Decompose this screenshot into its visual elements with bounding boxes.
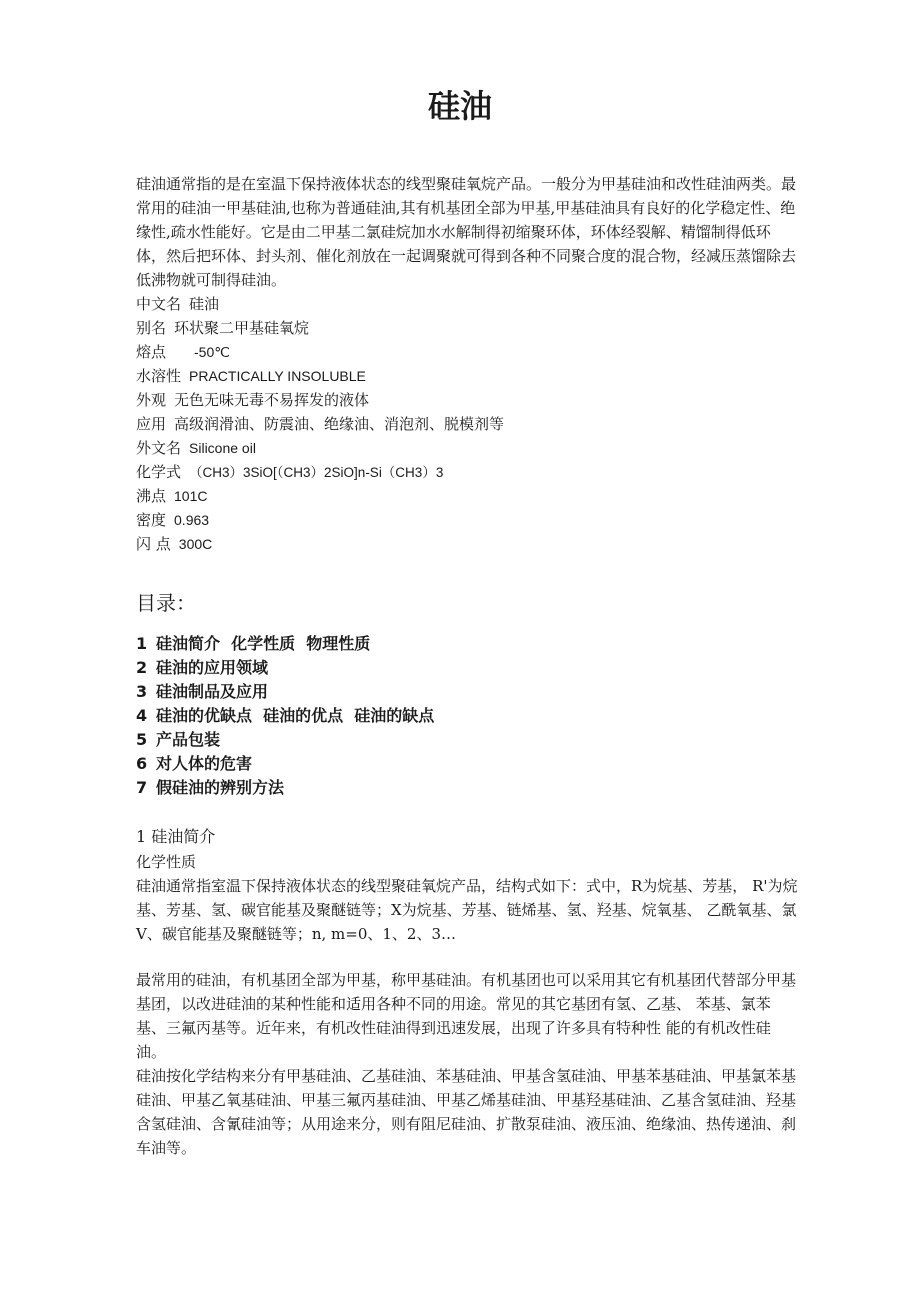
property-value: 环状聚二甲基硅氧烷	[174, 319, 310, 337]
property-row-density	[136, 508, 798, 532]
toc-item[interactable]	[136, 656, 798, 680]
toc-item-text: 硅油简介 化学性质 物理性质	[156, 634, 371, 653]
property-label: 别名	[136, 319, 167, 337]
section-introduction-continued	[136, 968, 798, 1160]
property-label: 化学式	[136, 463, 182, 481]
property-label: 外观	[136, 391, 167, 409]
toc-item-number: 1	[136, 634, 148, 653]
property-row-melting-point	[136, 340, 798, 364]
toc-item[interactable]	[136, 728, 798, 752]
property-value: -50℃	[194, 344, 230, 360]
toc-item-text: 产品包装	[156, 730, 221, 749]
toc-item[interactable]	[136, 680, 798, 704]
toc-item-number: 4	[136, 706, 148, 725]
property-row-application	[136, 412, 798, 436]
toc-item-text: 硅油制品及应用	[156, 682, 269, 701]
property-row-appearance	[136, 388, 798, 412]
property-value: 高级润滑油、防震油、绝缘油、消泡剂、脱模剂等	[174, 415, 505, 433]
property-label: 外文名	[136, 439, 182, 457]
property-value: 硅油	[189, 295, 220, 313]
section-subheading: 化学性质	[136, 853, 197, 871]
property-value: 300C	[178, 536, 213, 552]
property-value: 无色无味无毒不易挥发的液体	[174, 391, 370, 409]
toc-item-text: 对人体的危害	[156, 754, 253, 773]
property-row-flash-point	[136, 532, 798, 556]
property-label: 沸点	[136, 487, 167, 505]
intro-paragraph: 硅油通常指的是在室温下保持液体状态的线型聚硅氧烷产品。一般分为甲基硅油和改性硅油两类。最常用的硅油一甲基硅油,也称为普通硅油,其有机基团全部为甲基,甲基硅油具有良好的化学稳定性、绝缘性,疏水性能好。它是由二甲基二氯硅烷加水水解制得初缩聚环体，环体经裂解、精馏制得低环体，然后把环体、封头剂、催化剂放在一起调聚就可得到各种不同聚合度的混合物，经减压蒸馏除去低沸物就可制得硅油。	[136, 175, 797, 289]
toc-item-number: 3	[136, 682, 148, 701]
toc-item-text: 硅油的优缺点 硅油的优点 硅油的缺点	[156, 706, 435, 725]
toc-item[interactable]	[136, 752, 798, 776]
toc-heading: 目录：	[136, 591, 196, 615]
toc-item-number: 6	[136, 754, 148, 773]
toc-item-number: 2	[136, 658, 148, 677]
chemical-properties-paragraph: 硅油通常指室温下保持液体状态的线型聚硅氧烷产品，结构式如下：式中，R为烷基、芳基， R'为烷基、芳基、氢、碳官能基及聚醚链等；X为烷基、芳基、链烯基、氢、羟基、烷氧基、 乙酰氧基、氯V、碳官能基及聚醚链等；n, m=0、1、2、3…	[136, 877, 798, 943]
classification-paragraph: 硅油按化学结构来分有甲基硅油、乙基硅油、苯基硅油、甲基含氢硅油、甲基苯基硅油、甲基氯苯基硅油、甲基乙氧基硅油、甲基三氟丙基硅油、甲基乙烯基硅油、甲基羟基硅油、乙基含氢硅油、羟基含氢硅油、含氰硅油等；从用途来分，则有阻尼硅油、扩散泵硅油、液压油、绝缘油、热传递油、刹车油等。	[136, 1067, 797, 1157]
property-value: 101C	[174, 488, 208, 504]
property-value: Silicone oil	[189, 440, 256, 456]
methyl-silicone-paragraph: 最常用的硅油，有机基团全部为甲基，称甲基硅油。有机基团也可以采用其它有机基团代替部分甲基基团，以改进硅油的某种性能和适用各种不同的用途。常见的其它基团有氢、乙基、 苯基、氯苯基、三氟丙基等。近年来，有机改性硅油得到迅速发展，出现了许多具有特种性 能的有机改性硅油。	[136, 971, 797, 1061]
property-row-chinese-name	[136, 292, 798, 316]
section-heading: 1 硅油简介	[136, 827, 216, 846]
property-row-formula	[136, 460, 798, 484]
property-label: 熔点	[136, 343, 167, 361]
property-row-alias	[136, 316, 798, 340]
toc-item[interactable]	[136, 632, 798, 656]
toc-item-number: 5	[136, 730, 148, 749]
table-of-contents	[136, 632, 798, 800]
property-value: 0.963	[174, 512, 210, 528]
toc-item[interactable]	[136, 776, 798, 800]
property-list	[136, 292, 798, 556]
property-row-foreign-name	[136, 436, 798, 460]
section-introduction	[136, 824, 798, 946]
toc-item-number: 7	[136, 778, 148, 797]
document-title: 硅油	[427, 87, 492, 125]
toc-item[interactable]	[136, 704, 798, 728]
toc-item-text: 硅油的应用领域	[156, 658, 269, 677]
property-label: 水溶性	[136, 367, 182, 385]
property-row-water-solubility	[136, 364, 798, 388]
property-label: 应用	[136, 415, 167, 433]
toc-item-text: 假硅油的辨别方法	[156, 778, 285, 797]
property-row-boiling-point	[136, 484, 798, 508]
property-label: 密度	[136, 511, 167, 529]
property-value: PRACTICALLY INSOLUBLE	[189, 368, 366, 384]
property-label: 闪 点	[136, 535, 171, 553]
property-label: 中文名	[136, 295, 182, 313]
property-value: （CH3）3SiO[（CH3）2SiO]n-Si（CH3）3	[189, 465, 444, 480]
